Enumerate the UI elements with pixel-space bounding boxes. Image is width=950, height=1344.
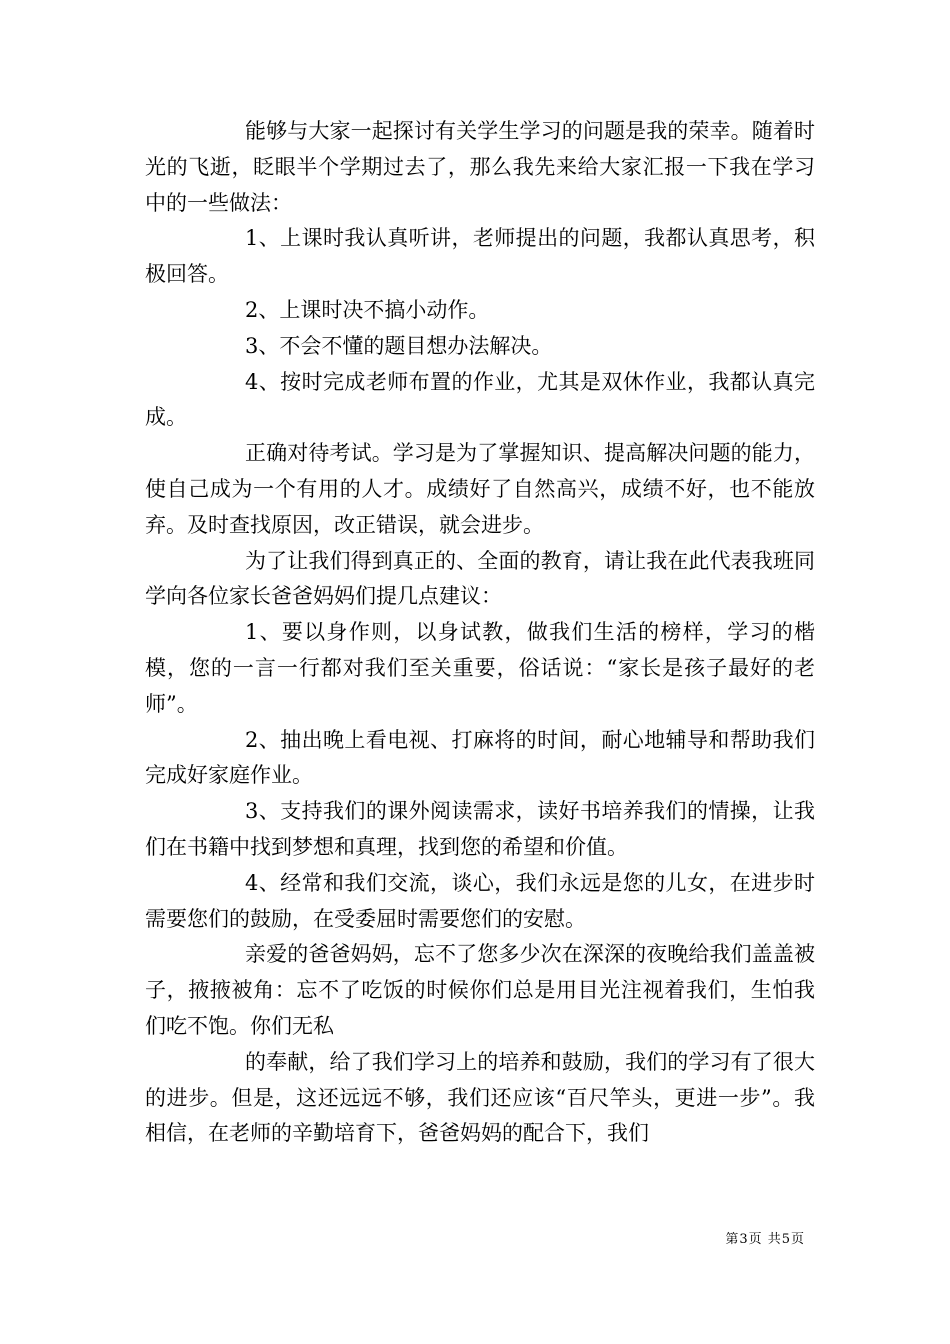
paragraph-practice-1: 1、上课时我认真听讲，老师提出的问题，我都认真思考，积极回答。 xyxy=(145,226,815,287)
paragraph-practice-2: 2、上课时决不搞小动作。 xyxy=(245,297,490,322)
paragraph-suggestion-4: 4、经常和我们交流，谈心，我们永远是您的儿女，在进步时需要您们的鼓励，在受委屈时需要您们的安慰。 xyxy=(145,870,815,931)
paragraph-suggestion-2: 2、抽出晚上看电视、打麻将的时间，耐心地辅导和帮助我们完成好家庭作业。 xyxy=(145,727,815,788)
paragraph-practice-3: 3、不会不懂的题目想办法解决。 xyxy=(245,333,553,358)
paragraph-practice-4: 4、按时完成老师布置的作业，尤其是双休作业，我都认真完成。 xyxy=(145,369,815,430)
body-text xyxy=(145,114,815,1152)
paragraph-intro: 能够与大家一起探讨有关学生学习的问题是我的荣幸。随着时光的飞逝，眨眼半个学期过去了，那么我先来给大家汇报一下我在学习中的一些做法： xyxy=(145,119,815,215)
paragraph-parents: 亲爱的爸爸妈妈，忘不了您多少次在深深的夜晚给我们盖盖被子，掖掖被角：忘不了吃饭的时候你们总是用目光注视着我们，生怕我们吃不饱。你们无私 xyxy=(145,942,815,1038)
paragraph-suggestion-1: 1、要以身作则，以身试教，做我们生活的榜样，学习的楷模，您的一言一行都对我们至关重要，俗话说：“家长是孩子最好的老师”。 xyxy=(145,620,815,716)
paragraph-exams: 正确对待考试。学习是为了掌握知识、提高解决问题的能力，使自己成为一个有用的人才。成绩好了自然高兴，成绩不好，也不能放弃。及时查找原因，改正错误，就会进步。 xyxy=(145,441,815,537)
paragraph-conclusion: 的奉献，给了我们学习上的培养和鼓励，我们的学习有了很大的进步。但是，这还远远不够，我们还应该“百尺竿头，更进一步”。我相信，在老师的辛勤培育下，爸爸妈妈的配合下，我们 xyxy=(145,1049,815,1146)
paragraph-suggestions-intro: 为了让我们得到真正的、全面的教育，请让我在此代表我班同学向各位家长爸爸妈妈们提几点建议： xyxy=(145,548,815,609)
paragraph-suggestion-3: 3、支持我们的课外阅读需求，读好书培养我们的情操，让我们在书籍中找到梦想和真理，找到您的希望和价值。 xyxy=(145,799,815,859)
page-number-footer: 第3页 共5页 xyxy=(725,1232,805,1247)
